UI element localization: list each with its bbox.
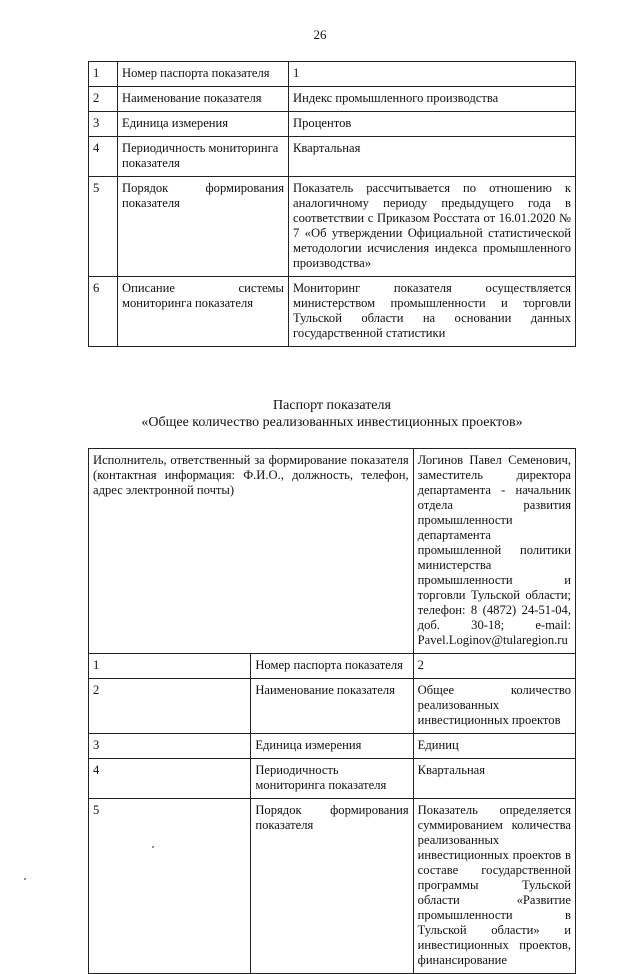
passport-table-2: [88, 448, 576, 974]
table-row: [89, 87, 576, 112]
table-row: [89, 759, 576, 799]
row-label: Порядок формирования показателя: [251, 799, 413, 974]
table-row: [89, 277, 576, 347]
row-value: Индекс промышленного производства: [289, 87, 576, 112]
table-row: [89, 654, 576, 679]
passport-heading-title: Паспорт показателя: [273, 398, 391, 413]
row-value: Мониторинг показателя осуществляется министерством промышленности и торговли Тульской области на основании данных государственной статистики: [289, 277, 576, 347]
row-number: 6: [89, 277, 118, 347]
row-label: Единица измерения: [251, 734, 413, 759]
row-number: 4: [89, 137, 118, 177]
row-number: 2: [89, 87, 118, 112]
responsible-value: Логинов Павел Семенович, заместитель директора департамента - начальник отдела развития промышленности департамента промышленной политики министерства промышленности и торговли Тульской области; телефон: 8 (4872) 24-51-04, доб. 30-18; e-mail: Pavel.Loginov@tularegion.ru: [413, 449, 575, 654]
row-label: Номер паспорта показателя: [118, 62, 289, 87]
table-row: [89, 799, 576, 974]
row-value: Единиц: [413, 734, 575, 759]
table-row: [89, 734, 576, 759]
scan-speck: [152, 846, 154, 848]
passport-table-1: [88, 61, 576, 347]
row-number: 5: [89, 177, 118, 277]
passport-heading: [88, 397, 576, 431]
row-label: Наименование показателя: [251, 679, 413, 734]
row-value: 1: [289, 62, 576, 87]
row-label: Порядок формирования показателя: [118, 177, 289, 277]
table-row: [89, 137, 576, 177]
page-number: 26: [313, 27, 327, 42]
row-value: Процентов: [289, 112, 576, 137]
responsible-row: [89, 449, 576, 654]
row-number: 2: [89, 679, 251, 734]
row-value: Квартальная: [413, 759, 575, 799]
row-number: 3: [89, 112, 118, 137]
row-value: Общее количество реализованных инвестиционных проектов: [413, 679, 575, 734]
row-value: Квартальная: [289, 137, 576, 177]
table-row: [89, 112, 576, 137]
row-label: Номер паспорта показателя: [251, 654, 413, 679]
row-value: Показатель определяется суммированием количества реализованных инвестиционных проектов в составе государственной программы Тульской области «Развитие промышленности в Тульской области» и инвестиционных проектов, финансирование: [413, 799, 575, 974]
row-label: Описание системы мониторинга показателя: [118, 277, 289, 347]
row-value: Показатель рассчитывается по отношению к аналогичному периоду предыдущего года в соответствии с Приказом Росстата от 16.01.2020 № 7 «Об утверждении Официальной статистической методологии исчисления индекса промышленного производства»: [289, 177, 576, 277]
row-number: 5: [89, 799, 251, 974]
scan-speck: [24, 878, 26, 880]
row-number: 1: [89, 654, 251, 679]
responsible-label: Исполнитель, ответственный за формирование показателя (контактная информация: Ф.И.О., должность, телефон, адрес электронной почты): [89, 449, 414, 654]
row-number: 4: [89, 759, 251, 799]
row-number: 1: [89, 62, 118, 87]
row-label: Периодичность мониторинга показателя: [251, 759, 413, 799]
row-label: Периодичность мониторинга показателя: [118, 137, 289, 177]
table-row: [89, 679, 576, 734]
row-value: 2: [413, 654, 575, 679]
row-number: 3: [89, 734, 251, 759]
row-label: Единица измерения: [118, 112, 289, 137]
table-row: [89, 177, 576, 277]
row-label: Наименование показателя: [118, 87, 289, 112]
table-row: [89, 62, 576, 87]
passport-heading-subtitle: «Общее количество реализованных инвестиционных проектов»: [141, 415, 523, 430]
